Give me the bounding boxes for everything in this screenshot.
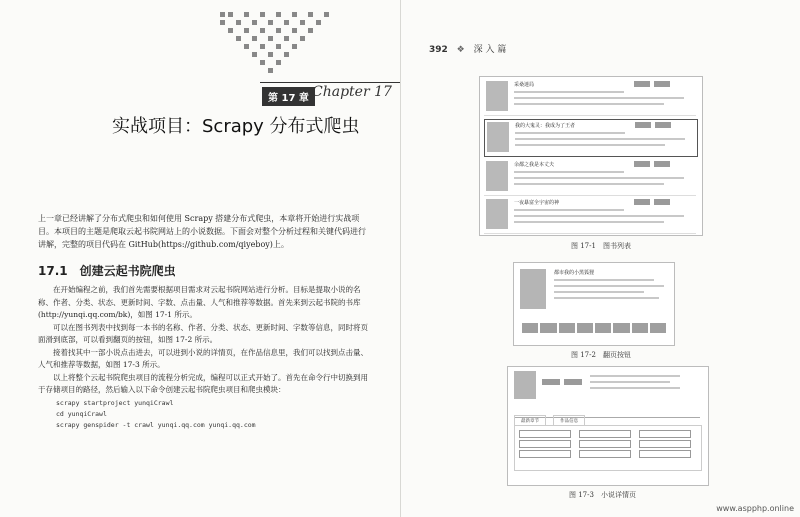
page-button [613, 323, 629, 333]
decorative-square [260, 44, 265, 49]
text-line [590, 375, 680, 377]
decorative-square [308, 28, 313, 33]
paragraph: 可以在图书列表中找到每一本书的名称、作者、分类、状态、更新时间、字数等信息，同时将页面滑到底部，可以看到翻页的按钮，如图 17-2 所示。 [38, 322, 368, 344]
text-line [514, 215, 684, 217]
running-header-title: 深 入 篇 [473, 45, 507, 55]
list-item [484, 119, 698, 157]
decorative-square [236, 36, 241, 41]
decorative-square [268, 20, 273, 25]
tab-info: 作品信息 [553, 415, 585, 426]
decorative-square [284, 36, 289, 41]
book-cover-image [486, 81, 508, 111]
read-button [634, 81, 650, 87]
decorative-square [268, 36, 273, 41]
book-cover-image [487, 122, 509, 152]
list-item [484, 159, 696, 196]
decorative-square [228, 12, 233, 17]
paragraph: 以上将整个云起书院爬虫项目的流程分析完成，编程可以正式开始了。首先在命令行中切换到用于存储项目的路径，然后输入以下命令创建云起书院爬虫项目和爬虫模块： [38, 372, 368, 394]
figure-caption: 图 17-2 翻页按钮 [571, 351, 631, 359]
figure-caption: 图 17-3 小说详情页 [569, 491, 636, 499]
text-line [554, 291, 644, 293]
text-line [515, 138, 685, 140]
code-block [56, 398, 356, 431]
text-line [514, 177, 684, 179]
chapter-number: 第 17 章 [262, 87, 315, 106]
figure-book-list [479, 76, 703, 236]
stat-cell [519, 450, 571, 458]
list-item [484, 79, 696, 116]
text-line [554, 285, 664, 287]
chapter-english: Chapter 17 [312, 84, 392, 100]
text-line [514, 97, 684, 99]
chapter-title: 实战项目：Scrapy 分布式爬虫 [112, 116, 360, 137]
text-line [515, 132, 625, 134]
read-button [634, 161, 650, 167]
decorative-square [244, 12, 249, 17]
read-button [542, 379, 560, 385]
text-line [554, 297, 659, 299]
watermark: www.aspphp.online [716, 504, 794, 513]
text-line [515, 144, 665, 146]
decorative-square [228, 28, 233, 33]
code-line: scrapy startproject yunqiCrawl [56, 399, 174, 407]
decorative-squares [220, 12, 340, 82]
decorative-square [252, 20, 257, 25]
decorative-square [260, 12, 265, 17]
book-cover-image [514, 371, 536, 399]
page-button [559, 323, 575, 333]
stat-cell [579, 430, 631, 438]
stat-cell [639, 440, 691, 448]
shelf-button [654, 161, 670, 167]
decorative-square [276, 12, 281, 17]
stat-cell [519, 440, 571, 448]
book-title: 一夜暴富全宇宙的神 [514, 200, 560, 206]
page-button [540, 323, 556, 333]
book-title: 采桑迷局 [514, 82, 535, 88]
figure-book-detail [507, 366, 709, 486]
decorative-square [268, 68, 273, 73]
page-button [522, 323, 538, 333]
shelf-button [654, 199, 670, 205]
text-line [514, 91, 624, 93]
decorative-square [292, 12, 297, 17]
page-button [650, 323, 666, 333]
section-title: 17.1 创建云起书院爬虫 [38, 264, 176, 278]
decorative-square [284, 20, 289, 25]
decorative-square [276, 44, 281, 49]
text-line [554, 279, 654, 281]
book-stats-box [514, 425, 702, 471]
decorative-square [252, 52, 257, 57]
page-button [577, 323, 593, 333]
shelf-button [654, 81, 670, 87]
stat-cell [519, 430, 571, 438]
code-line: scrapy genspider -t crawl yunqi.qq.com yunqi.qq.com [56, 421, 256, 429]
book-title: 余都之我是本丈夫 [514, 162, 555, 168]
figure-caption: 图 17-1 图书列表 [571, 242, 631, 250]
tab-latest: 最新章节 [514, 415, 546, 426]
code-line: cd yunqiCrawl [56, 410, 107, 418]
page-number: 392 [429, 45, 448, 55]
text-line [514, 221, 664, 223]
book-cover-image [520, 269, 546, 309]
decorative-square [308, 12, 313, 17]
book-cover-image [486, 199, 508, 229]
paragraph: 在开始编程之前，我们首先需要根据项目需求对云起书院网站进行分析。目标是提取小说的名称、作者、分类、状态、更新时间、字数、点击量、人气和推荐等数据。首先来到云起书院的书库(http://yunqi.qq.com/bk)，如图 17-1 所示。 [38, 285, 361, 319]
text-line [590, 381, 670, 383]
decorative-square [316, 20, 321, 25]
decorative-square [276, 28, 281, 33]
shelf-button [564, 379, 582, 385]
chapter-rule [260, 82, 400, 83]
page-button [595, 323, 611, 333]
decorative-square [268, 52, 273, 57]
figure-pagination [513, 262, 675, 346]
decorative-square [284, 52, 289, 57]
text-line [514, 209, 624, 211]
pagination-bar [522, 323, 666, 333]
book-title: 我的大鬼灵：我成为了王者 [515, 123, 576, 129]
stat-cell [579, 440, 631, 448]
decorative-square [236, 20, 241, 25]
running-header [429, 42, 506, 55]
read-button [634, 199, 650, 205]
section-body [38, 284, 368, 397]
diamond-icon: ❖ [456, 45, 465, 55]
paragraph: 接着找其中一部小说点击进去，可以进到小说的详情页，在作品信息里，我们可以找到点击量、人气和推荐等数据，如图 17-3 所示。 [38, 347, 368, 369]
decorative-square [252, 36, 257, 41]
read-button [635, 122, 651, 128]
decorative-square [292, 44, 297, 49]
book-cover-image [486, 161, 508, 191]
chapter-intro: 上一章已经讲解了分布式爬虫和如何使用 Scrapy 搭建分布式爬虫，本章将开始进行实战项目。本项目的主题是爬取云起书院网站上的小说数据。下面会对整个分析过程和关键代码进行讲解，完整的项目代码在 GitHub(https://github.com/qiyeboy)上。 [38, 214, 366, 249]
stat-cell [639, 450, 691, 458]
stat-cell [639, 430, 691, 438]
decorative-square [260, 28, 265, 33]
decorative-square [220, 20, 225, 25]
text-line [514, 183, 664, 185]
book-title: 都市我的小黑狐狸 [554, 270, 595, 276]
shelf-button [655, 122, 671, 128]
decorative-square [292, 28, 297, 33]
decorative-square [300, 36, 305, 41]
text-line [514, 171, 624, 173]
detail-tabs [514, 407, 700, 424]
decorative-square [244, 44, 249, 49]
decorative-square [220, 12, 225, 17]
page-button [632, 323, 648, 333]
decorative-square [244, 28, 249, 33]
text-line [514, 103, 664, 105]
text-line [590, 387, 680, 389]
decorative-square [260, 60, 265, 65]
right-page [401, 0, 800, 517]
list-item [484, 197, 696, 234]
decorative-square [276, 60, 281, 65]
decorative-square [324, 12, 329, 17]
decorative-square [300, 20, 305, 25]
stat-cell [579, 450, 631, 458]
